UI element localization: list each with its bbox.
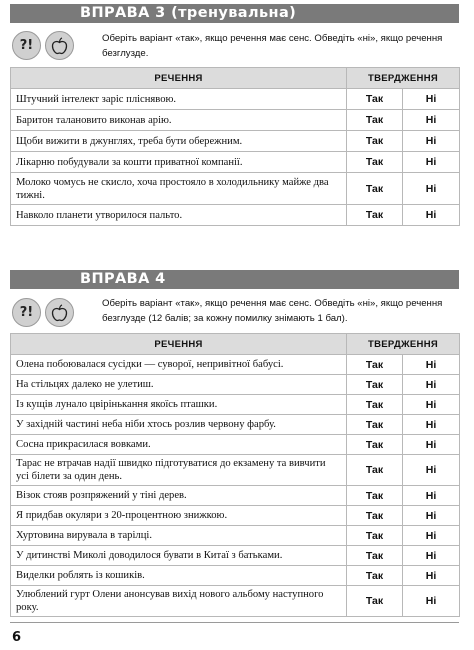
- table-row: [11, 526, 460, 546]
- sentence-text: Щоби вижити в джунглях, треба бути обережним.: [11, 131, 347, 152]
- yes-option[interactable]: Так: [347, 415, 403, 435]
- no-option[interactable]: Ні: [403, 173, 460, 205]
- table-row: [11, 110, 460, 131]
- no-option[interactable]: Ні: [403, 205, 460, 226]
- apple-icon: [45, 31, 74, 60]
- sentence-text: Лікарню побудували за кошти приватної компанії.: [11, 152, 347, 173]
- column-header-sentence: РЕЧЕННЯ: [11, 68, 347, 89]
- sentence-text: Я придбав окуляри з 20-процентною знижкою.: [11, 506, 347, 526]
- exercise3-header: [10, 4, 459, 23]
- table-row: [11, 506, 460, 526]
- yes-option[interactable]: Так: [347, 435, 403, 455]
- page-number: 6: [12, 630, 22, 645]
- no-option[interactable]: Ні: [403, 89, 460, 110]
- table-row: [11, 355, 460, 375]
- yes-option[interactable]: Так: [347, 110, 403, 131]
- yes-option[interactable]: Так: [347, 205, 403, 226]
- exercise3-title: ВПРАВА 3 (тренувальна): [80, 5, 297, 21]
- question-exclamation-icon: ?!: [12, 31, 41, 60]
- sentence-text: Виделки роблять із кошиків.: [11, 566, 347, 586]
- table-row: [11, 486, 460, 506]
- no-option[interactable]: Ні: [403, 375, 460, 395]
- exercise4-table: [10, 333, 460, 617]
- footer-divider: [10, 622, 459, 623]
- column-header-statement: ТВЕРДЖЕННЯ: [347, 334, 460, 355]
- exercise3-badges: [12, 31, 74, 60]
- table-row: [11, 546, 460, 566]
- exercise4-instruction: Оберіть варіант «так», якщо речення має сенс. Обведіть «ні», якщо речення безглузде (12 балів; за кожну помилку знімають 1 бал).: [102, 298, 443, 324]
- yes-option[interactable]: Так: [347, 152, 403, 173]
- yes-option[interactable]: Так: [347, 586, 403, 617]
- table-row: [11, 586, 460, 617]
- no-option[interactable]: Ні: [403, 110, 460, 131]
- table-row: [11, 566, 460, 586]
- sentence-text: Візок стояв розпряжений у тіні дерев.: [11, 486, 347, 506]
- table-row: [11, 375, 460, 395]
- sentence-text: Навколо планети утворилося пальто.: [11, 205, 347, 226]
- yes-option[interactable]: Так: [347, 506, 403, 526]
- column-header-statement: ТВЕРДЖЕННЯ: [347, 68, 460, 89]
- no-option[interactable]: Ні: [403, 566, 460, 586]
- yes-option[interactable]: Так: [347, 355, 403, 375]
- exercise4-header: [10, 270, 459, 289]
- no-option[interactable]: Ні: [403, 355, 460, 375]
- no-option[interactable]: Ні: [403, 506, 460, 526]
- no-option[interactable]: Ні: [403, 152, 460, 173]
- yes-option[interactable]: Так: [347, 395, 403, 415]
- yes-option[interactable]: Так: [347, 486, 403, 506]
- table-row: [11, 415, 460, 435]
- yes-option[interactable]: Так: [347, 89, 403, 110]
- yes-option[interactable]: Так: [347, 375, 403, 395]
- sentence-text: Хуртовина вирувала в тарілці.: [11, 526, 347, 546]
- table-row: [11, 395, 460, 415]
- exercise4-badges: [12, 298, 74, 327]
- no-option[interactable]: Ні: [403, 526, 460, 546]
- column-header-sentence: РЕЧЕННЯ: [11, 334, 347, 355]
- sentence-text: Тарас не втрачав надії швидко підготуватися до екзамену та вивчити усі білети за один день.: [11, 455, 347, 486]
- exercise3-instruction: Оберіть варіант «так», якщо речення має сенс. Обведіть «ні», якщо речення безглузде.: [102, 33, 443, 59]
- yes-option[interactable]: Так: [347, 526, 403, 546]
- yes-option[interactable]: Так: [347, 455, 403, 486]
- sentence-text: Молоко чомусь не скисло, хоча простояло в холодильнику майже два тижні.: [11, 173, 347, 205]
- sentence-text: На стільцях далеко не улетиш.: [11, 375, 347, 395]
- sentence-text: Із кущів лунало цвірінькання якоїсь пташки.: [11, 395, 347, 415]
- table-header-row: [11, 68, 460, 89]
- sentence-text: Сосна прикрасилася вовками.: [11, 435, 347, 455]
- yes-option[interactable]: Так: [347, 131, 403, 152]
- table-row: [11, 89, 460, 110]
- sentence-text: У західній частині неба ніби хтось розлив червону фарбу.: [11, 415, 347, 435]
- table-row: [11, 173, 460, 205]
- exercise4-title: ВПРАВА 4: [80, 271, 166, 287]
- table-header-row: [11, 334, 460, 355]
- table-row: [11, 131, 460, 152]
- table-row: [11, 152, 460, 173]
- exercise3-table: [10, 67, 460, 226]
- no-option[interactable]: Ні: [403, 586, 460, 617]
- no-option[interactable]: Ні: [403, 395, 460, 415]
- no-option[interactable]: Ні: [403, 415, 460, 435]
- no-option[interactable]: Ні: [403, 435, 460, 455]
- no-option[interactable]: Ні: [403, 486, 460, 506]
- no-option[interactable]: Ні: [403, 131, 460, 152]
- apple-icon: [45, 298, 74, 327]
- yes-option[interactable]: Так: [347, 546, 403, 566]
- yes-option[interactable]: Так: [347, 173, 403, 205]
- sentence-text: Штучний інтелект заріс пліснявою.: [11, 89, 347, 110]
- yes-option[interactable]: Так: [347, 566, 403, 586]
- no-option[interactable]: Ні: [403, 455, 460, 486]
- table-row: [11, 435, 460, 455]
- table-row: [11, 205, 460, 226]
- sentence-text: Олена побоювалася сусідки — суворої, непривітної бабусі.: [11, 355, 347, 375]
- question-exclamation-icon: ?!: [12, 298, 41, 327]
- sentence-text: У дитинстві Миколі доводилося бувати в Китаї з батьками.: [11, 546, 347, 566]
- no-option[interactable]: Ні: [403, 546, 460, 566]
- table-row: [11, 455, 460, 486]
- sentence-text: Баритон талановито виконав арію.: [11, 110, 347, 131]
- sentence-text: Улюблений гурт Олени анонсував вихід нового альбому наступного року.: [11, 586, 347, 617]
